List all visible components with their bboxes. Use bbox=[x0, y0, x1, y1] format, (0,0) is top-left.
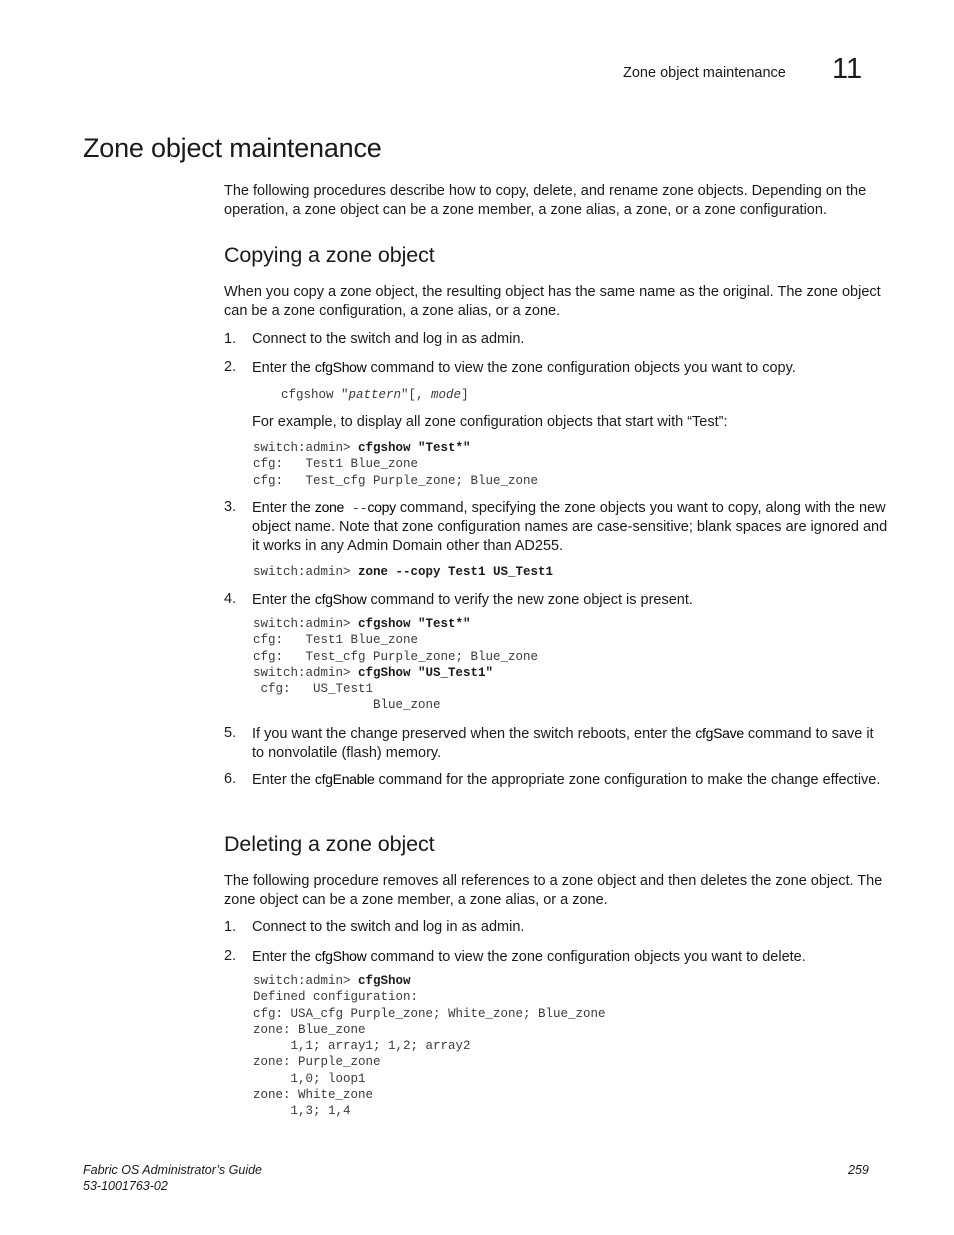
page-number: 259 bbox=[848, 1163, 869, 1177]
step-text: Enter the cfgShow command to view the zone configuration objects you want to delete. bbox=[252, 948, 806, 965]
deleting-intro: The following procedure removes all references to a zone object and then deletes the zone object. The zone object can be a zone member, a zone alias, or a zone. bbox=[224, 873, 883, 908]
page-title: Zone object maintenance bbox=[83, 133, 382, 163]
code-block: switch:admin> cfgShow Defined configuration: cfg: USA_cfg Purple_zone; White_zone; Blue_zone zone: Blue_zone 1,1; array1; 1,2; array2 zone: Purple_zone 1,0; loop1 zone: White_zone 1,3; 1,4 bbox=[253, 974, 606, 1119]
step-text: Enter the cfgShow command to verify the new zone object is present. bbox=[252, 591, 693, 608]
step-text: Connect to the switch and log in as admin. bbox=[252, 331, 525, 347]
step-text: Enter the cfgShow command to view the zone configuration objects you want to copy. bbox=[252, 359, 796, 376]
example-text: For example, to display all zone configuration objects that start with “Test”: bbox=[252, 414, 728, 430]
section-heading-deleting: Deleting a zone object bbox=[224, 832, 435, 856]
command-option: copy bbox=[367, 499, 396, 515]
footer-doc-number: 53-1001763-02 bbox=[83, 1179, 168, 1193]
command-name: zone bbox=[314, 499, 345, 515]
command-name: cfgSave bbox=[695, 725, 744, 741]
code-block: switch:admin> zone --copy Test1 US_Test1 bbox=[253, 565, 554, 579]
chapter-number: 11 bbox=[832, 53, 863, 85]
step-number: 3. bbox=[224, 499, 237, 515]
code-block: switch:admin> cfgshow "Test*" cfg: Test1 Blue_zone cfg: Test_cfg Purple_zone; Blue_zone bbox=[253, 441, 539, 488]
step-text: Enter the zone --copy command, specifying the zone objects you want to copy, along with the new object name. Note that zone configuration names are case-sensitive; blank spaces are ignored and it works in any Admin Domain other than AD255. bbox=[252, 499, 888, 554]
step-number: 2. bbox=[224, 359, 237, 375]
running-header-section: Zone object maintenance bbox=[623, 65, 786, 81]
command-name: cfgEnable bbox=[314, 771, 375, 787]
step-text: Connect to the switch and log in as admin. bbox=[252, 919, 525, 935]
step-number: 1. bbox=[224, 331, 237, 347]
footer-title: Fabric OS Administrator’s Guide bbox=[83, 1163, 262, 1177]
step-number: 1. bbox=[224, 919, 237, 935]
step-number: 5. bbox=[224, 725, 237, 741]
copying-intro: When you copy a zone object, the resulting object has the same name as the original. The zone object can be a zone configuration, a zone alias, or a zone. bbox=[224, 284, 881, 319]
syntax-line: cfgshow "pattern"[, mode] bbox=[281, 388, 469, 402]
command-name: cfgShow bbox=[314, 359, 367, 375]
intro-paragraph: The following procedures describe how to copy, delete, and rename zone objects. Depending on the operation, a zone object can be a zone member, a zone alias, a zone, or a zone configuration. bbox=[224, 183, 867, 218]
step-text: If you want the change preserved when the switch reboots, enter the cfgSave command to save it to nonvolatile (flash) memory. bbox=[252, 725, 874, 761]
step-text: Enter the cfgEnable command for the appropriate zone configuration to make the change effective. bbox=[252, 771, 881, 788]
step-number: 4. bbox=[224, 591, 237, 607]
step-number: 6. bbox=[224, 771, 237, 787]
command-name: cfgShow bbox=[314, 591, 367, 607]
command-name: cfgShow bbox=[314, 948, 367, 964]
section-heading-copying: Copying a zone object bbox=[224, 243, 435, 267]
step-number: 2. bbox=[224, 948, 237, 964]
code-block: switch:admin> cfgshow "Test*" cfg: Test1 Blue_zone cfg: Test_cfg Purple_zone; Blue_zone switch:admin> cfgShow "US_Test1" cfg: US_Test1 Blue_zone bbox=[253, 617, 539, 713]
